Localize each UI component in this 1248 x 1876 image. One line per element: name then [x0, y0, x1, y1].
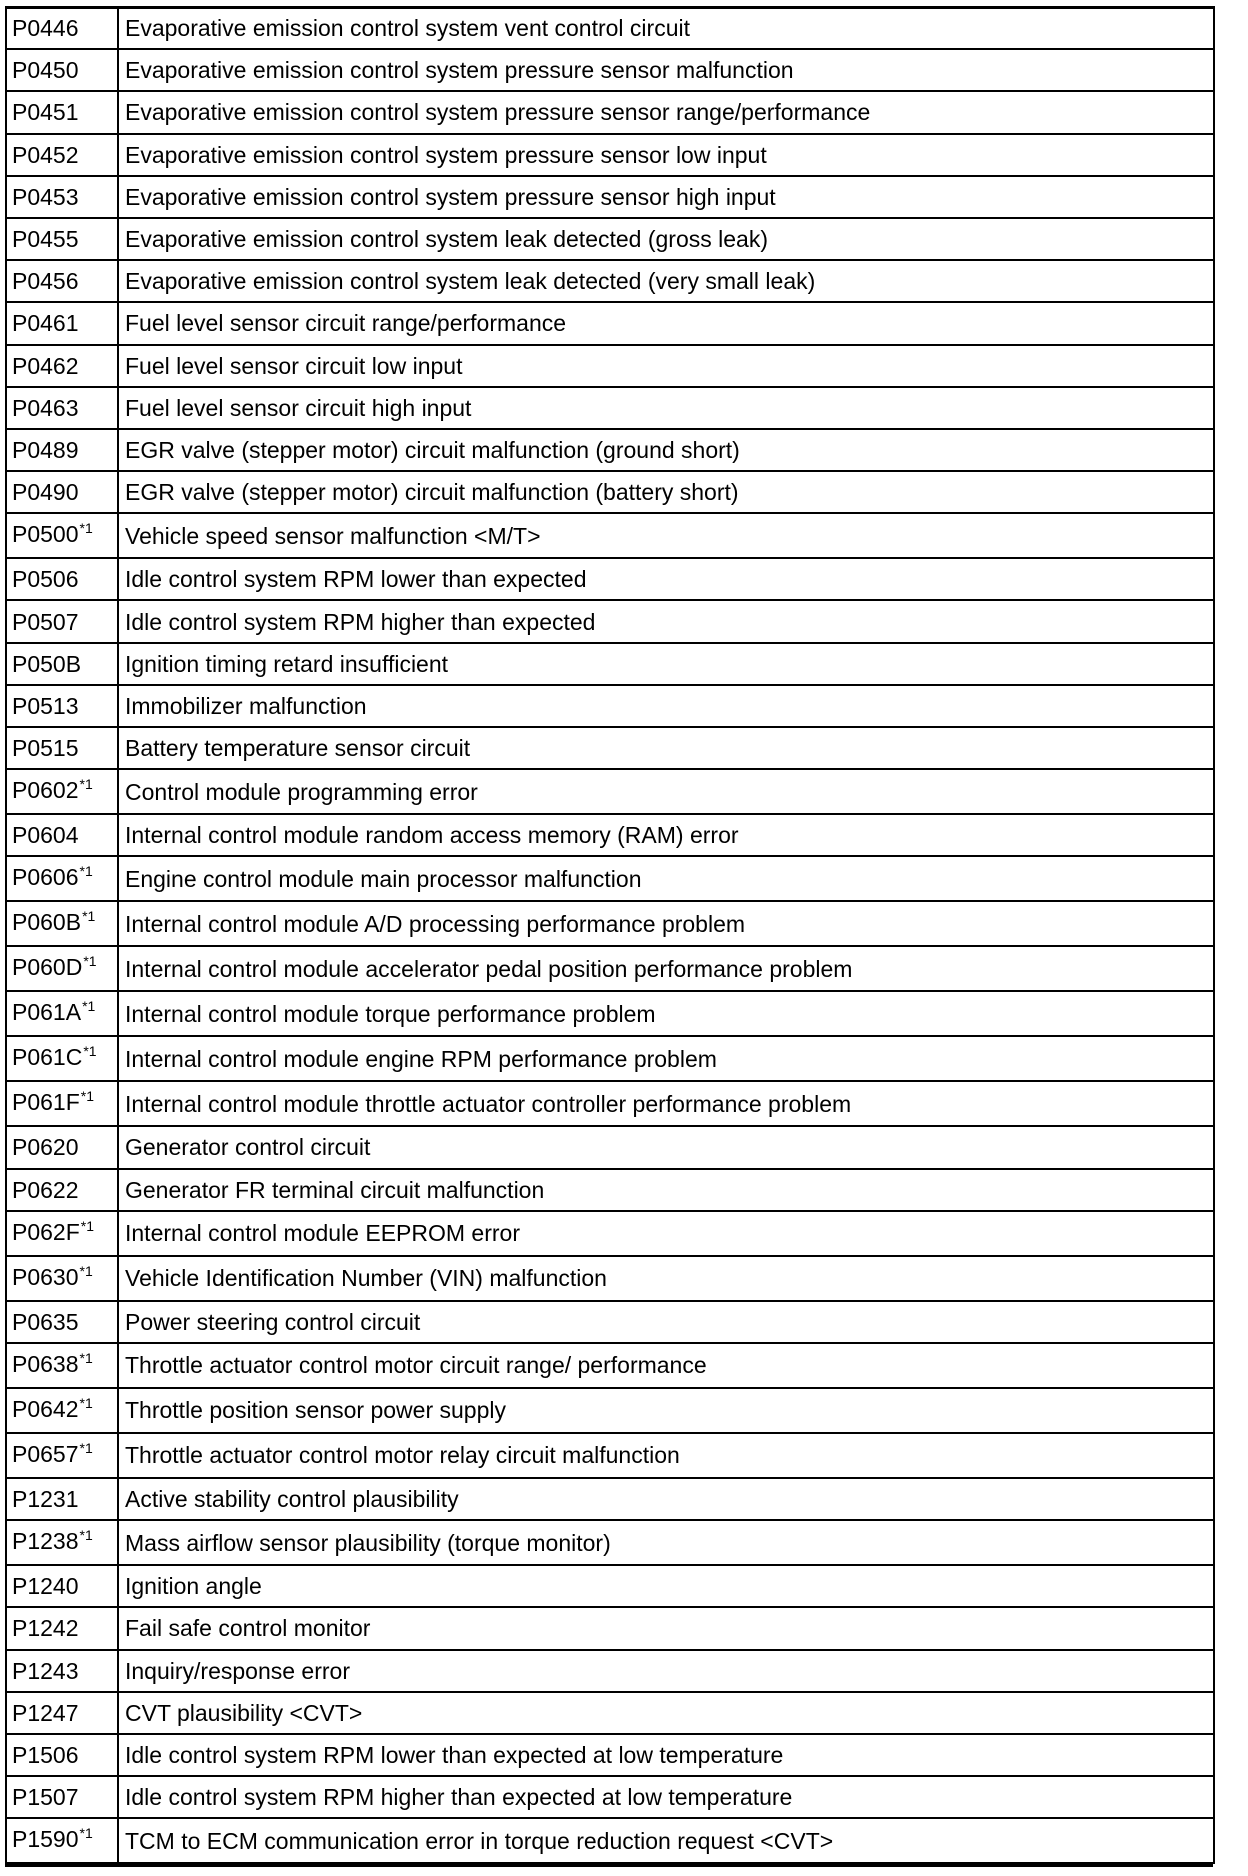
dtc-code: P0602: [12, 777, 79, 804]
dtc-code: P0456: [12, 268, 79, 295]
dtc-table-container: [5, 6, 1213, 1864]
table-row: [6, 7, 1214, 49]
dtc-code-cell: [6, 218, 118, 260]
table-row: [6, 1650, 1214, 1692]
dtc-code: P1506: [12, 1741, 79, 1768]
dtc-code: P0506: [12, 566, 79, 593]
table-row: [6, 345, 1214, 387]
dtc-description: Evaporative emission control system leak detected (gross leak): [118, 218, 1214, 260]
dtc-description: Internal control module throttle actuator controller performance problem: [118, 1081, 1214, 1126]
dtc-code-cell: [6, 49, 118, 91]
dtc-description: Fuel level sensor circuit range/performance: [118, 302, 1214, 344]
dtc-code: P0507: [12, 608, 79, 635]
dtc-description: Control module programming error: [118, 769, 1214, 814]
table-row: [6, 218, 1214, 260]
dtc-code: P060D: [12, 954, 83, 981]
dtc-code-cell: [6, 1343, 118, 1388]
table-row: [6, 1301, 1214, 1343]
table-row: [6, 600, 1214, 642]
dtc-code-cell: [6, 991, 118, 1036]
dtc-description: Internal control module torque performance problem: [118, 991, 1214, 1036]
table-row: [6, 1256, 1214, 1301]
dtc-code: P0638: [12, 1350, 79, 1377]
table-row: [6, 1388, 1214, 1433]
dtc-description: Evaporative emission control system vent control circuit: [118, 7, 1214, 49]
dtc-code: P050B: [12, 650, 82, 677]
dtc-code-cell: [6, 727, 118, 769]
dtc-code-cell: [6, 91, 118, 133]
dtc-code-cell: [6, 387, 118, 429]
footnote-marker: *1: [79, 1439, 93, 1456]
dtc-code: P062F: [12, 1218, 80, 1245]
dtc-description: Inquiry/response error: [118, 1650, 1214, 1692]
dtc-code-cell: [6, 260, 118, 302]
dtc-code: P0490: [12, 479, 79, 506]
footnote-marker: *1: [80, 1088, 94, 1105]
dtc-code: P1247: [12, 1699, 79, 1726]
table-row: [6, 1692, 1214, 1734]
dtc-description: Ignition timing retard insufficient: [118, 643, 1214, 685]
dtc-code-cell: [6, 1776, 118, 1818]
dtc-description: Ignition angle: [118, 1565, 1214, 1607]
footnote-marker: *1: [82, 908, 96, 925]
footnote-marker: *1: [79, 520, 93, 537]
dtc-description: Battery temperature sensor circuit: [118, 727, 1214, 769]
dtc-code-cell: [6, 1478, 118, 1520]
dtc-code: P0622: [12, 1176, 79, 1203]
footnote-marker: *1: [83, 953, 97, 970]
dtc-code: P0635: [12, 1308, 79, 1335]
dtc-code-cell: [6, 1126, 118, 1168]
dtc-code-cell: [6, 643, 118, 685]
table-row: [6, 429, 1214, 471]
dtc-code-cell: [6, 1081, 118, 1126]
dtc-code-cell: [6, 1169, 118, 1211]
dtc-code-cell: [6, 1650, 118, 1692]
dtc-code: P1238: [12, 1528, 79, 1555]
footnote-marker: *1: [79, 1262, 93, 1279]
dtc-code: P1240: [12, 1573, 79, 1600]
dtc-code: P0451: [12, 99, 79, 126]
table-row: [6, 685, 1214, 727]
dtc-code-cell: [6, 600, 118, 642]
dtc-description: TCM to ECM communication error in torque reduction request <CVT>: [118, 1818, 1214, 1863]
dtc-code-cell: [6, 1734, 118, 1776]
dtc-description: Active stability control plausibility: [118, 1478, 1214, 1520]
footnote-marker: *1: [79, 776, 93, 793]
footnote-marker: *1: [79, 863, 93, 880]
footnote-marker: *1: [79, 1394, 93, 1411]
footnote-marker: *1: [79, 1527, 93, 1544]
dtc-description: Throttle actuator control motor relay circuit malfunction: [118, 1433, 1214, 1478]
dtc-description: Evaporative emission control system pressure sensor malfunction: [118, 49, 1214, 91]
dtc-code-cell: [6, 1301, 118, 1343]
table-row: [6, 856, 1214, 901]
dtc-code-cell: [6, 1565, 118, 1607]
dtc-code: P0452: [12, 141, 79, 168]
table-row: [6, 387, 1214, 429]
dtc-code: P0455: [12, 226, 79, 253]
table-row: [6, 727, 1214, 769]
dtc-description: EGR valve (stepper motor) circuit malfunction (ground short): [118, 429, 1214, 471]
dtc-code-cell: [6, 1211, 118, 1256]
table-row: [6, 91, 1214, 133]
dtc-code-cell: [6, 1520, 118, 1565]
dtc-description: Throttle actuator control motor circuit range/ performance: [118, 1343, 1214, 1388]
table-row: [6, 1343, 1214, 1388]
dtc-description: Throttle position sensor power supply: [118, 1388, 1214, 1433]
dtc-description: Fail safe control monitor: [118, 1607, 1214, 1649]
dtc-code-cell: [6, 685, 118, 727]
dtc-code-cell: [6, 769, 118, 814]
dtc-code-cell: [6, 176, 118, 218]
dtc-code-cell: [6, 134, 118, 176]
table-row: [6, 1607, 1214, 1649]
table-row: [6, 1776, 1214, 1818]
dtc-description: Generator FR terminal circuit malfunction: [118, 1169, 1214, 1211]
dtc-code-cell: [6, 471, 118, 513]
footnote-marker: *1: [83, 1043, 97, 1060]
table-row: [6, 1520, 1214, 1565]
footnote-marker: *1: [82, 998, 96, 1015]
dtc-code: P0461: [12, 310, 79, 337]
dtc-code: P1231: [12, 1486, 79, 1513]
dtc-code-cell: [6, 1692, 118, 1734]
dtc-code-cell: [6, 1433, 118, 1478]
dtc-code: P0513: [12, 692, 79, 719]
dtc-description: Generator control circuit: [118, 1126, 1214, 1168]
dtc-description: Idle control system RPM lower than expected at low temperature: [118, 1734, 1214, 1776]
dtc-code: P0463: [12, 394, 79, 421]
dtc-code: P1243: [12, 1657, 79, 1684]
dtc-description: EGR valve (stepper motor) circuit malfunction (battery short): [118, 471, 1214, 513]
dtc-code: P0642: [12, 1395, 79, 1422]
table-row: [6, 513, 1214, 558]
table-row: [6, 1478, 1214, 1520]
dtc-description: Evaporative emission control system leak detected (very small leak): [118, 260, 1214, 302]
dtc-code: P0606: [12, 864, 79, 891]
dtc-description: Internal control module engine RPM performance problem: [118, 1036, 1214, 1081]
dtc-description: Idle control system RPM higher than expected: [118, 600, 1214, 642]
footnote-marker: *1: [79, 1825, 93, 1842]
dtc-code: P0500: [12, 521, 79, 548]
dtc-code: P0604: [12, 822, 79, 849]
dtc-code: P0489: [12, 436, 79, 463]
table-row: [6, 471, 1214, 513]
dtc-code-cell: [6, 1256, 118, 1301]
dtc-description: Idle control system RPM lower than expected: [118, 558, 1214, 600]
dtc-code: P0446: [12, 15, 79, 42]
dtc-code: P0657: [12, 1440, 79, 1467]
dtc-description: Fuel level sensor circuit low input: [118, 345, 1214, 387]
dtc-code: P061F: [12, 1089, 80, 1116]
table-row: [6, 260, 1214, 302]
dtc-code-cell: [6, 7, 118, 49]
table-row: [6, 176, 1214, 218]
table-row: [6, 1036, 1214, 1081]
dtc-description: Evaporative emission control system pressure sensor range/performance: [118, 91, 1214, 133]
dtc-code-cell: [6, 302, 118, 344]
dtc-description: Immobilizer malfunction: [118, 685, 1214, 727]
dtc-description: CVT plausibility <CVT>: [118, 1692, 1214, 1734]
footnote-marker: *1: [80, 1217, 94, 1234]
table-row: [6, 769, 1214, 814]
dtc-code-cell: [6, 513, 118, 558]
dtc-code: P0630: [12, 1263, 79, 1290]
dtc-table-body: [6, 7, 1214, 1863]
table-row: [6, 1169, 1214, 1211]
dtc-code-cell: [6, 946, 118, 991]
dtc-code-cell: [6, 1388, 118, 1433]
dtc-code: P060B: [12, 909, 82, 936]
dtc-description: Idle control system RPM higher than expected at low temperature: [118, 1776, 1214, 1818]
dtc-table: [5, 6, 1215, 1864]
table-row: [6, 1081, 1214, 1126]
dtc-code: P0462: [12, 352, 79, 379]
dtc-code: P0450: [12, 57, 79, 84]
dtc-description: Evaporative emission control system pressure sensor low input: [118, 134, 1214, 176]
dtc-code-cell: [6, 558, 118, 600]
dtc-description: Engine control module main processor malfunction: [118, 856, 1214, 901]
dtc-code-cell: [6, 429, 118, 471]
dtc-description: Power steering control circuit: [118, 1301, 1214, 1343]
table-row: [6, 558, 1214, 600]
dtc-code: P061A: [12, 999, 82, 1026]
table-row: [6, 134, 1214, 176]
table-row: [6, 643, 1214, 685]
dtc-description: Evaporative emission control system pressure sensor high input: [118, 176, 1214, 218]
dtc-description: Internal control module EEPROM error: [118, 1211, 1214, 1256]
table-row: [6, 1818, 1214, 1863]
dtc-code-cell: [6, 1818, 118, 1863]
dtc-description: Internal control module accelerator pedal position performance problem: [118, 946, 1214, 991]
table-row: [6, 814, 1214, 856]
dtc-code-cell: [6, 1036, 118, 1081]
dtc-code-cell: [6, 856, 118, 901]
dtc-code: P1590: [12, 1826, 79, 1853]
dtc-code: P1507: [12, 1784, 79, 1811]
dtc-code-cell: [6, 1607, 118, 1649]
dtc-description: Fuel level sensor circuit high input: [118, 387, 1214, 429]
dtc-code: P1242: [12, 1615, 79, 1642]
table-row: [6, 1433, 1214, 1478]
dtc-description: Vehicle Identification Number (VIN) malfunction: [118, 1256, 1214, 1301]
dtc-code-cell: [6, 814, 118, 856]
table-row: [6, 1126, 1214, 1168]
table-row: [6, 1211, 1214, 1256]
dtc-code-cell: [6, 901, 118, 946]
table-row: [6, 946, 1214, 991]
dtc-code-cell: [6, 345, 118, 387]
dtc-code: P0453: [12, 183, 79, 210]
dtc-description: Vehicle speed sensor malfunction <M/T>: [118, 513, 1214, 558]
dtc-description: Internal control module A/D processing performance problem: [118, 901, 1214, 946]
dtc-code: P0515: [12, 735, 79, 762]
table-row: [6, 302, 1214, 344]
dtc-description: Mass airflow sensor plausibility (torque monitor): [118, 1520, 1214, 1565]
dtc-code: P0620: [12, 1134, 79, 1161]
dtc-description: Internal control module random access memory (RAM) error: [118, 814, 1214, 856]
table-row: [6, 49, 1214, 91]
table-row: [6, 991, 1214, 1036]
table-row: [6, 1734, 1214, 1776]
dtc-code: P061C: [12, 1044, 83, 1071]
footnote-marker: *1: [79, 1349, 93, 1366]
table-row: [6, 1565, 1214, 1607]
table-row: [6, 901, 1214, 946]
